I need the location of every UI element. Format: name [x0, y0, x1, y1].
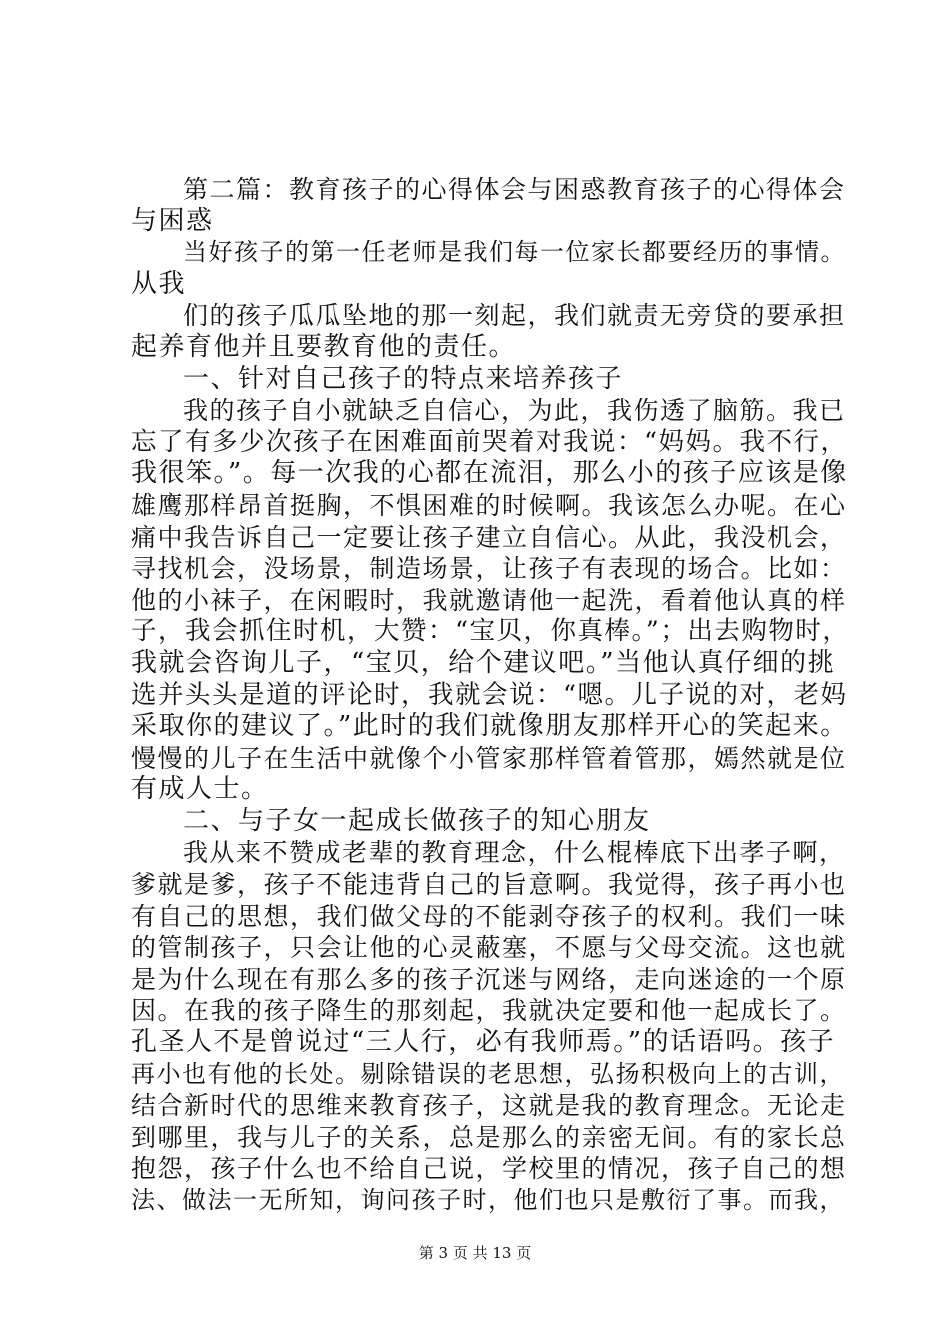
text-line: 雄鹰那样昂首挺胸，不惧困难的时候啊。我该怎么办呢。在心: [131, 490, 847, 520]
text-line: 痛中我告诉自己一定要让孩子建立自信心。从此，我没机会，: [131, 522, 847, 552]
text-line: 第二篇：教育孩子的心得体会与困惑教育孩子的心得体会: [183, 175, 846, 204]
text-line: 寻找机会，没场景，制造场景，让孩子有表现的场合。比如：: [131, 554, 847, 584]
text-line: 二、与子女一起成长做孩子的知心朋友: [183, 805, 651, 836]
text-line: 孔圣人不是曾说过“三人行，必有我师焉。”的话语吗。孩子: [131, 1027, 836, 1058]
text-line: 抱怨，孩子什么也不给自己说，学校里的情况，孩子自己的想: [131, 1154, 847, 1184]
text-line: 爹就是爹，孩子不能违背自己的旨意啊。我觉得，孩子再小也: [131, 870, 847, 900]
text-line: 我的孩子自小就缺乏自信心，为此，我伤透了脑筋。我已: [183, 396, 846, 426]
text-line: 到哪里，我与儿子的关系，总是那么的亲密无间。有的家长总: [131, 1122, 847, 1152]
text-line: 一、针对自己孩子的特点来培养孩子: [183, 363, 624, 394]
text-line: 们的孩子瓜瓜坠地的那一刻起，我们就责无旁贷的要承担: [183, 301, 846, 331]
text-line: 因。在我的孩子降生的那刻起，我就决定要和他一起成长了。: [131, 996, 847, 1026]
text-line: 忘了有多少次孩子在困难面前哭着对我说：“妈妈。我不行，: [131, 426, 848, 457]
text-line: 结合新时代的思维来教育孩子，这就是我的教育理念。无论走: [131, 1091, 847, 1121]
text-line: 法、做法一无所知，询问孩子时，他们也只是敷衍了事。而我，: [131, 1186, 845, 1214]
text-line: 有自己的思想，我们做父母的不能剥夺孩子的权利。我们一味: [131, 901, 847, 931]
text-line: 选并头头是道的评论时，我就会说：“嗯。儿子说的对，老妈: [131, 679, 848, 710]
text-line: 有成人士。: [131, 774, 269, 805]
text-line: 当好孩子的第一任老师是我们每一位家长都要经历的事情。: [183, 238, 846, 267]
text-line: 我就会咨询儿子，“宝贝，给个建议吧。”当他认真仔细的挑: [131, 647, 836, 678]
text-line: 的管制孩子，只会让他的心灵蔽塞，不愿与父母交流。这也就: [131, 933, 847, 963]
text-line: 从我: [131, 268, 187, 299]
text-line: 再小也有他的长处。剔除错误的老思想，弘扬积极向上的古训，: [131, 1059, 845, 1088]
text-line: 子，我会抓住时机，大赞：“宝贝，你真棒。”；出去购物时，: [131, 616, 850, 647]
page-footer: 第 3 页 共 13 页: [418, 1244, 532, 1262]
text-line: 慢慢的儿子在生活中就像个小管家那样管着管那，嫣然就是位: [131, 743, 847, 773]
text-line: 我从来不赞成老辈的教育理念，什么棍棒底下出孝子啊，: [183, 838, 846, 868]
document-body: [131, 174, 851, 1217]
text-line: 他的小袜子，在闲暇时，我就邀请他一起洗，看着他认真的样: [131, 585, 847, 615]
text-line: 与困惑: [131, 205, 214, 236]
text-line: 我很笨。”。每一次我的心都在流泪，那么小的孩子应该是像: [131, 458, 848, 489]
text-line: 是为什么现在有那么多的孩子沉迷与网络，走向迷途的一个原: [131, 964, 847, 994]
text-line: 起养育他并且要教育他的责任。: [131, 331, 517, 362]
text-line: 采取你的建议了。”此时的我们就像朋友那样开心的笑起来。: [131, 711, 848, 742]
